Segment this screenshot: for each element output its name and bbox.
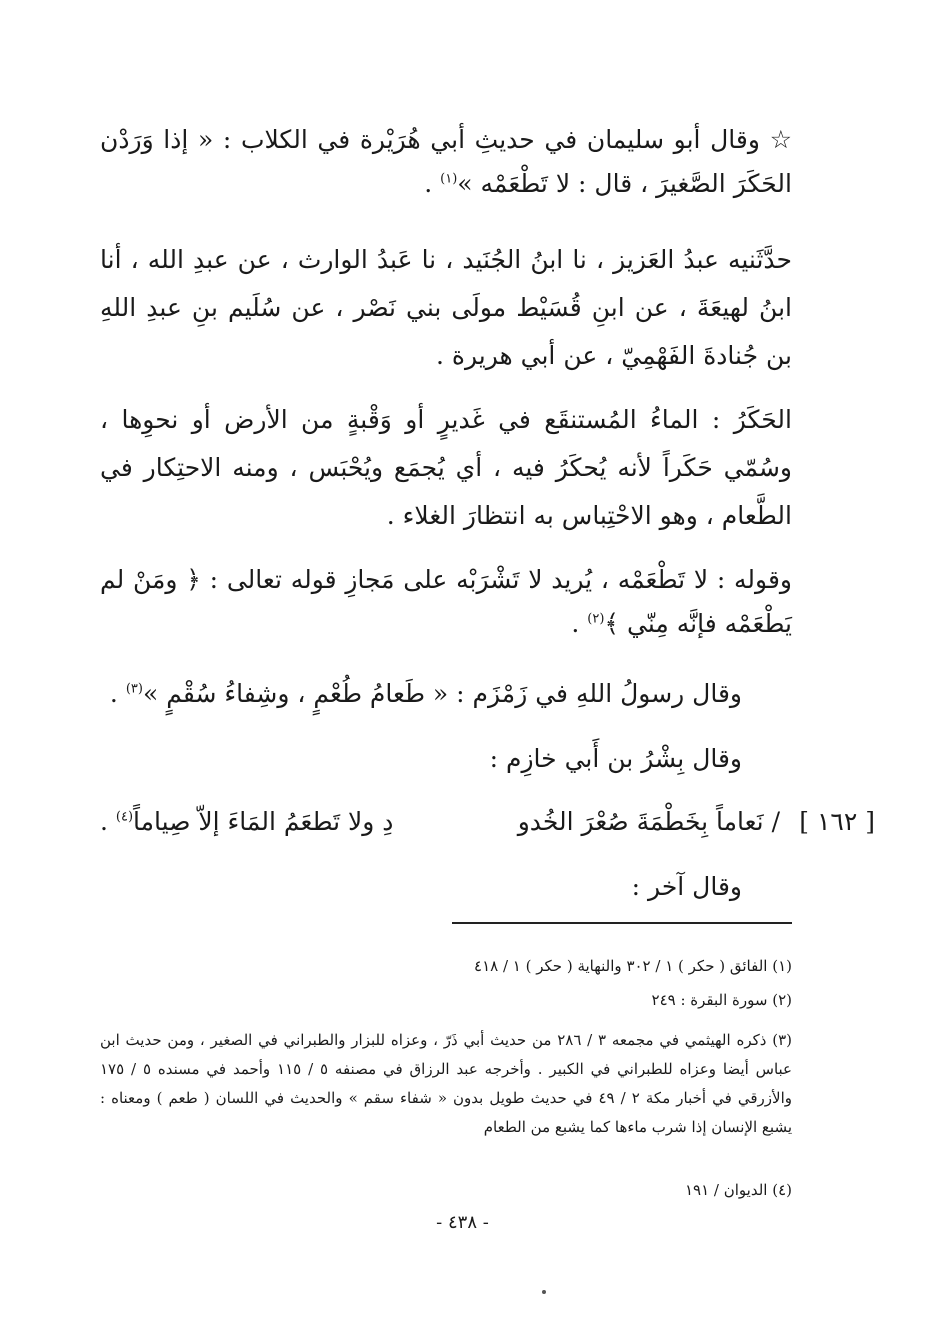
page-number: - ٤٣٨ - — [436, 1212, 489, 1233]
verse-second-hemistich — [100, 800, 393, 844]
footnote-marker: (٣) — [125, 681, 143, 697]
paragraph-abu-sulayman — [100, 118, 792, 206]
paragraph-isnad: حدَّثَنيه عبدُ العَزيز ، نا ابنُ الجُنَيد ، نا عَبدُ الوارث ، عن عبدِ الله ، أنا ابنُ لهيعَةَ ، عن ابنِ قُسَيْط مولَى بني نَصْر ، عن سُلَيم بنِ عبدِ اللهِ بن جُنادةَ الفَهْمِيّ ، عن أبي هريرة . — [100, 245, 792, 370]
saying-text: وقال رسولُ اللهِ في زَمْزَم : « طَعامُ طُعْمٍ ، وشِفاءُ سُقْمٍ » — [142, 679, 742, 708]
verse-first-hemistich: / نَعاماً بِخَطْمَةَ صُعْرَ الخُدو — [517, 807, 780, 836]
punctuation: . — [100, 807, 116, 836]
footnote-4: (٤) الديوان / ١٩١ — [684, 1181, 792, 1199]
paragraph-quran-reference — [100, 558, 792, 646]
saying-zamzam — [110, 672, 742, 716]
punctuation: . — [424, 169, 441, 198]
saying-another: وقال آخر : — [631, 872, 742, 901]
poetry-verse — [100, 800, 875, 844]
footnote-3: (٣) ذكره الهيثمي في مجمعه ٣ / ٢٨٦ من حديث أبي ذَرّ ، وعزاه للبزار والطبراني في الصغير ، ومن حديث ابن عباس أيضا وعزاه للطبراني في الكبير . وأخرجه عبد الرزاق في مصنفه ٥ / ١١٥ وأحمد في مسنده ٥ / ١٧٥ والأزرقي في أخبار مكة ٢ / ٤٩ في حديث طويل بدون « شفاء سقم » والحديث في اللسان ( طعم ) ومعناه : يشبع الإنسان إذا شرب ماءها كما يشبع من الطعام — [100, 1031, 792, 1136]
footnote-1: (١) الفائق ( حكر ) ١ / ٣٠٢ والنهاية ( حكر ) ١ / ٤١٨ — [474, 957, 792, 975]
footnote-marker: (٤) — [115, 809, 134, 825]
punctuation: . — [109, 679, 126, 708]
paragraph-text: ☆ وقال أبو سليمان في حديثِ أبي هُرَيْرة في الكلاب : « إذا وَرَدْن الحَكَرَ الصَّغيرَ ، قال : لا تَطْعَمْه » — [100, 125, 792, 198]
scan-speck — [542, 1290, 546, 1294]
punctuation: . — [571, 609, 588, 638]
saying-bishr: وقال بِشْرُ بن أَبي خازِم : — [489, 744, 742, 773]
footnote-separator — [452, 922, 792, 924]
footnote-2: (٢) سورة البقرة : ٢٤٩ — [651, 991, 792, 1009]
verse-number: [ ١٦٢ ] — [799, 807, 875, 836]
footnote-marker: (٢) — [587, 611, 605, 627]
footnote-marker: (١) — [440, 171, 458, 187]
hemistich-text: دِ ولا تَطعَمُ المَاءَ إلاّ صِياماً — [133, 807, 394, 836]
paragraph-definition: الحَكَرُ : الماءُ المُستنقَع في غَديرٍ أو وَقْبةٍ من الأرض أو نحوِها ، وسُمّي حَكَراً لأنه يُحكَرُ فيه ، أي يُجمَع ويُحْبَس ، ومنه الاحتِكار في الطَّعام ، وهو الاحْتِباس به انتظارَ الغلاء . — [100, 405, 792, 530]
paragraph-text: وقوله : لا تَطْعَمْه ، يُريد لا تَشْرَبْه على مَجازِ قوله تعالى : ﴿ ومَنْ لم يَطْعَمْه فإنَّه مِنّي ﴾ — [100, 565, 792, 638]
